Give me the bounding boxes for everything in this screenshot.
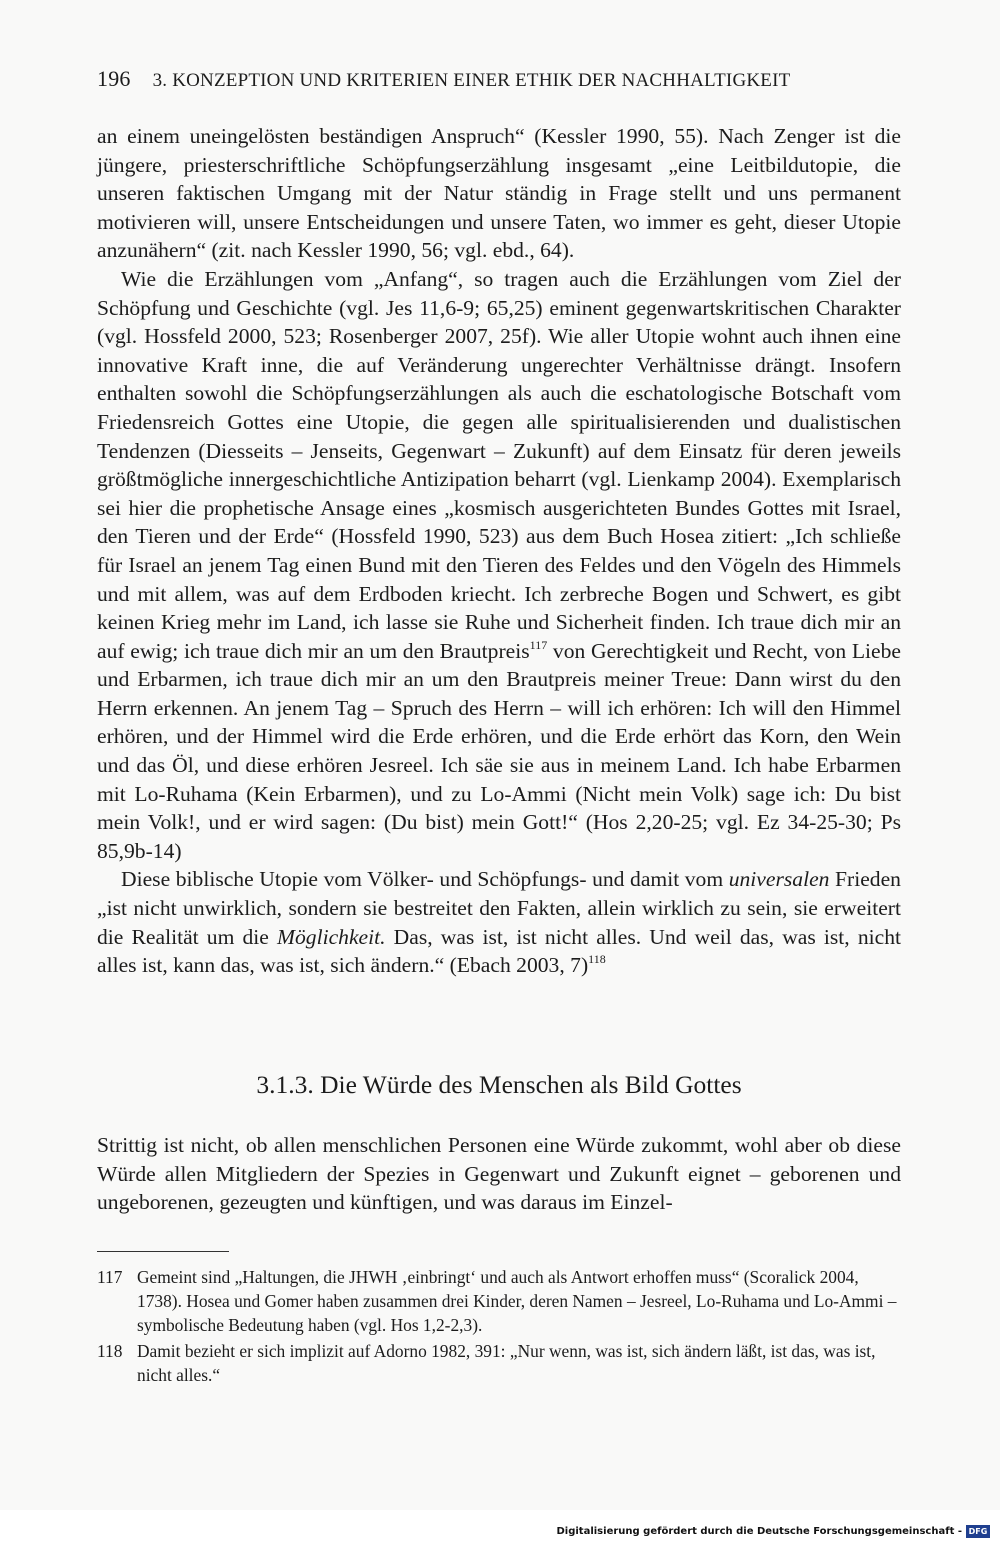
text-span: Diese biblische Utopie vom Völker- und Schöpfungs- und damit vom bbox=[121, 867, 729, 892]
section-text bbox=[97, 1131, 901, 1217]
paragraph: Strittig ist nicht, ob allen menschlichen Personen eine Würde zukommt, wohl aber ob diese Würde allen Mitgliedern der Spezies in Gegenwart und Zukunft eignet – geborenen und ungeborenen, gezeugten und künftigen, und was daraus im Einzel- bbox=[97, 1133, 901, 1215]
emphasis: universalen bbox=[728, 867, 830, 892]
emphasis: Möglichkeit. bbox=[277, 924, 386, 949]
paragraph bbox=[97, 265, 901, 865]
running-title: 3. KONZEPTION UND KRITERIEN EINER ETHIK DER NACHHALTIGKEIT bbox=[152, 70, 791, 91]
main-text bbox=[97, 122, 901, 980]
footnote-117 bbox=[97, 1265, 905, 1337]
dfg-logo-icon[interactable]: DFG bbox=[966, 1525, 990, 1538]
running-header bbox=[97, 66, 905, 92]
text-span: Frieden „ist nicht unwirklich, sondern sie bestreitet den Fakten, allein wirklich zu sein, sie erweitert die Realität um die bbox=[97, 867, 901, 949]
paragraph: an einem uneingelösten beständigen Anspruch“ (Kessler 1990, 55). Nach Zenger ist die jüngere, priesterschriftliche Schöpfungserzählung insgesamt „eine Leitbildutopie, die unseren faktischen Umgang mit der Natur ständig in Frage stellt und uns permanent motivieren will, unsere Entscheidungen und unsere Taten, wo immer es geht, dieser Utopie anzunähern“ (zit. nach Kessler 1990, 56; vgl. ebd., 64). bbox=[97, 124, 901, 263]
footnote-text: Damit bezieht er sich implizit auf Adorno 1982, 391: „Nur wenn, was ist, sich ändern läßt, ist das, was ist, nicht alles.“ bbox=[137, 1341, 876, 1385]
digitization-footer bbox=[0, 1510, 1000, 1546]
page-number: 196 bbox=[97, 66, 131, 91]
funding-notice: Digitalisierung gefördert durch die Deutsche Forschungsgemeinschaft - bbox=[556, 1526, 962, 1537]
footnote-text: Gemeint sind „Haltungen, die JHWH ‚einbringt‘ und auch als Antwort erhoffen muss“ (Scoralick 2004, 1738). Hosea und Gomer haben zusammen drei Kinder, deren Namen – Jesreel, Lo-Ruhama und Lo-Ammi – symbolische Bedeutung haben (vgl. Hos 1,2-2,3). bbox=[137, 1267, 897, 1335]
section-heading: 3.1.3. Die Würde des Menschen als Bild Gottes bbox=[256, 1070, 742, 1099]
footnote-ref-118[interactable]: 118 bbox=[588, 952, 606, 967]
text-span: Das, was ist, ist nicht alles. Und weil das, was ist, nicht alles ist, kann das, was ist, sich ändern.“ (Ebach 2003, 7) bbox=[97, 924, 901, 978]
footnotes bbox=[97, 1265, 905, 1389]
footnote-divider bbox=[97, 1251, 229, 1252]
text-span: von Gerechtigkeit und Recht, von Liebe und Erbarmen, ich traue dich mir an um den Brautpreis meiner Treue: Dann wirst du den Herrn erkennen. An jenem Tag – Spruch des Herrn – will ich erhören: Ich will den Himmel erhören, und der Himmel wird die Erde erhören, und die Erde erhört das Korn, den Wein und das Öl, und diese erhören Jesreel. Ich säe sie aus in meinem Land. Ich habe Erbarmen mit Lo-Ruhama (Kein Erbarmen), und zu Lo-Ammi (Nicht mein Volk) sage ich: Du bist mein Volk!, und er wird sagen: (Du bist) mein Gott!“ (Hos 2,20-25; vgl. Ez 34-25-30; Ps 85,9b-14) bbox=[97, 638, 901, 863]
footnote-118 bbox=[97, 1339, 905, 1387]
footnote-number: 117 bbox=[97, 1267, 123, 1287]
footnote-number: 118 bbox=[97, 1341, 123, 1361]
footnote-ref-117[interactable]: 117 bbox=[529, 637, 548, 652]
paragraph bbox=[97, 865, 901, 979]
text-span: Wie die Erzählungen vom „Anfang“, so tragen auch die Erzählungen vom Ziel der Schöpfung und Geschichte (vgl. Jes 11,6-9; 65,25) eminent gegenwartskritischen Charakter (vgl. Hossfeld 2000, 523; Rosenberger 2007, 25f). Wie aller Utopie wohnt auch ihnen eine innovative Kraft inne, die auf Veränderung ungerechter Verhältnisse drängt. Insofern enthalten sowohl die Schöpfungserzählungen als auch die eschatologische Botschaft vom Friedensreich Gottes eine Utopie, die gegen alle spiritualisierenden und dualistischen Tendenzen (Diesseits – Jenseits, Gegenwart – Zukunft) auf dem Einsatz für deren jeweils größtmögliche innergeschichtliche Antizipation beharrt (vgl. Lienkamp 2004). Exemplarisch sei hier die prophetische Ansage eines „kosmisch ausgerichteten Bundes Gottes mit Israel, den Tieren und der Erde“ (Hossfeld 1990, 523) aus dem Buch Hosea zitiert: „Ich schließe für Israel an jenem Tag einen Bund mit den Tieren des Feldes und den Vögeln des Himmels und mit allem, was auf dem Erdboden kriecht. Ich zerbreche Bogen und Schwert, es gibt keinen Krieg mehr im Land, ich lasse sie Ruhe und Sicherheit finden. Ich traue dich mir an auf ewig; ich traue dich mir an um den Brautpreis bbox=[97, 266, 901, 663]
